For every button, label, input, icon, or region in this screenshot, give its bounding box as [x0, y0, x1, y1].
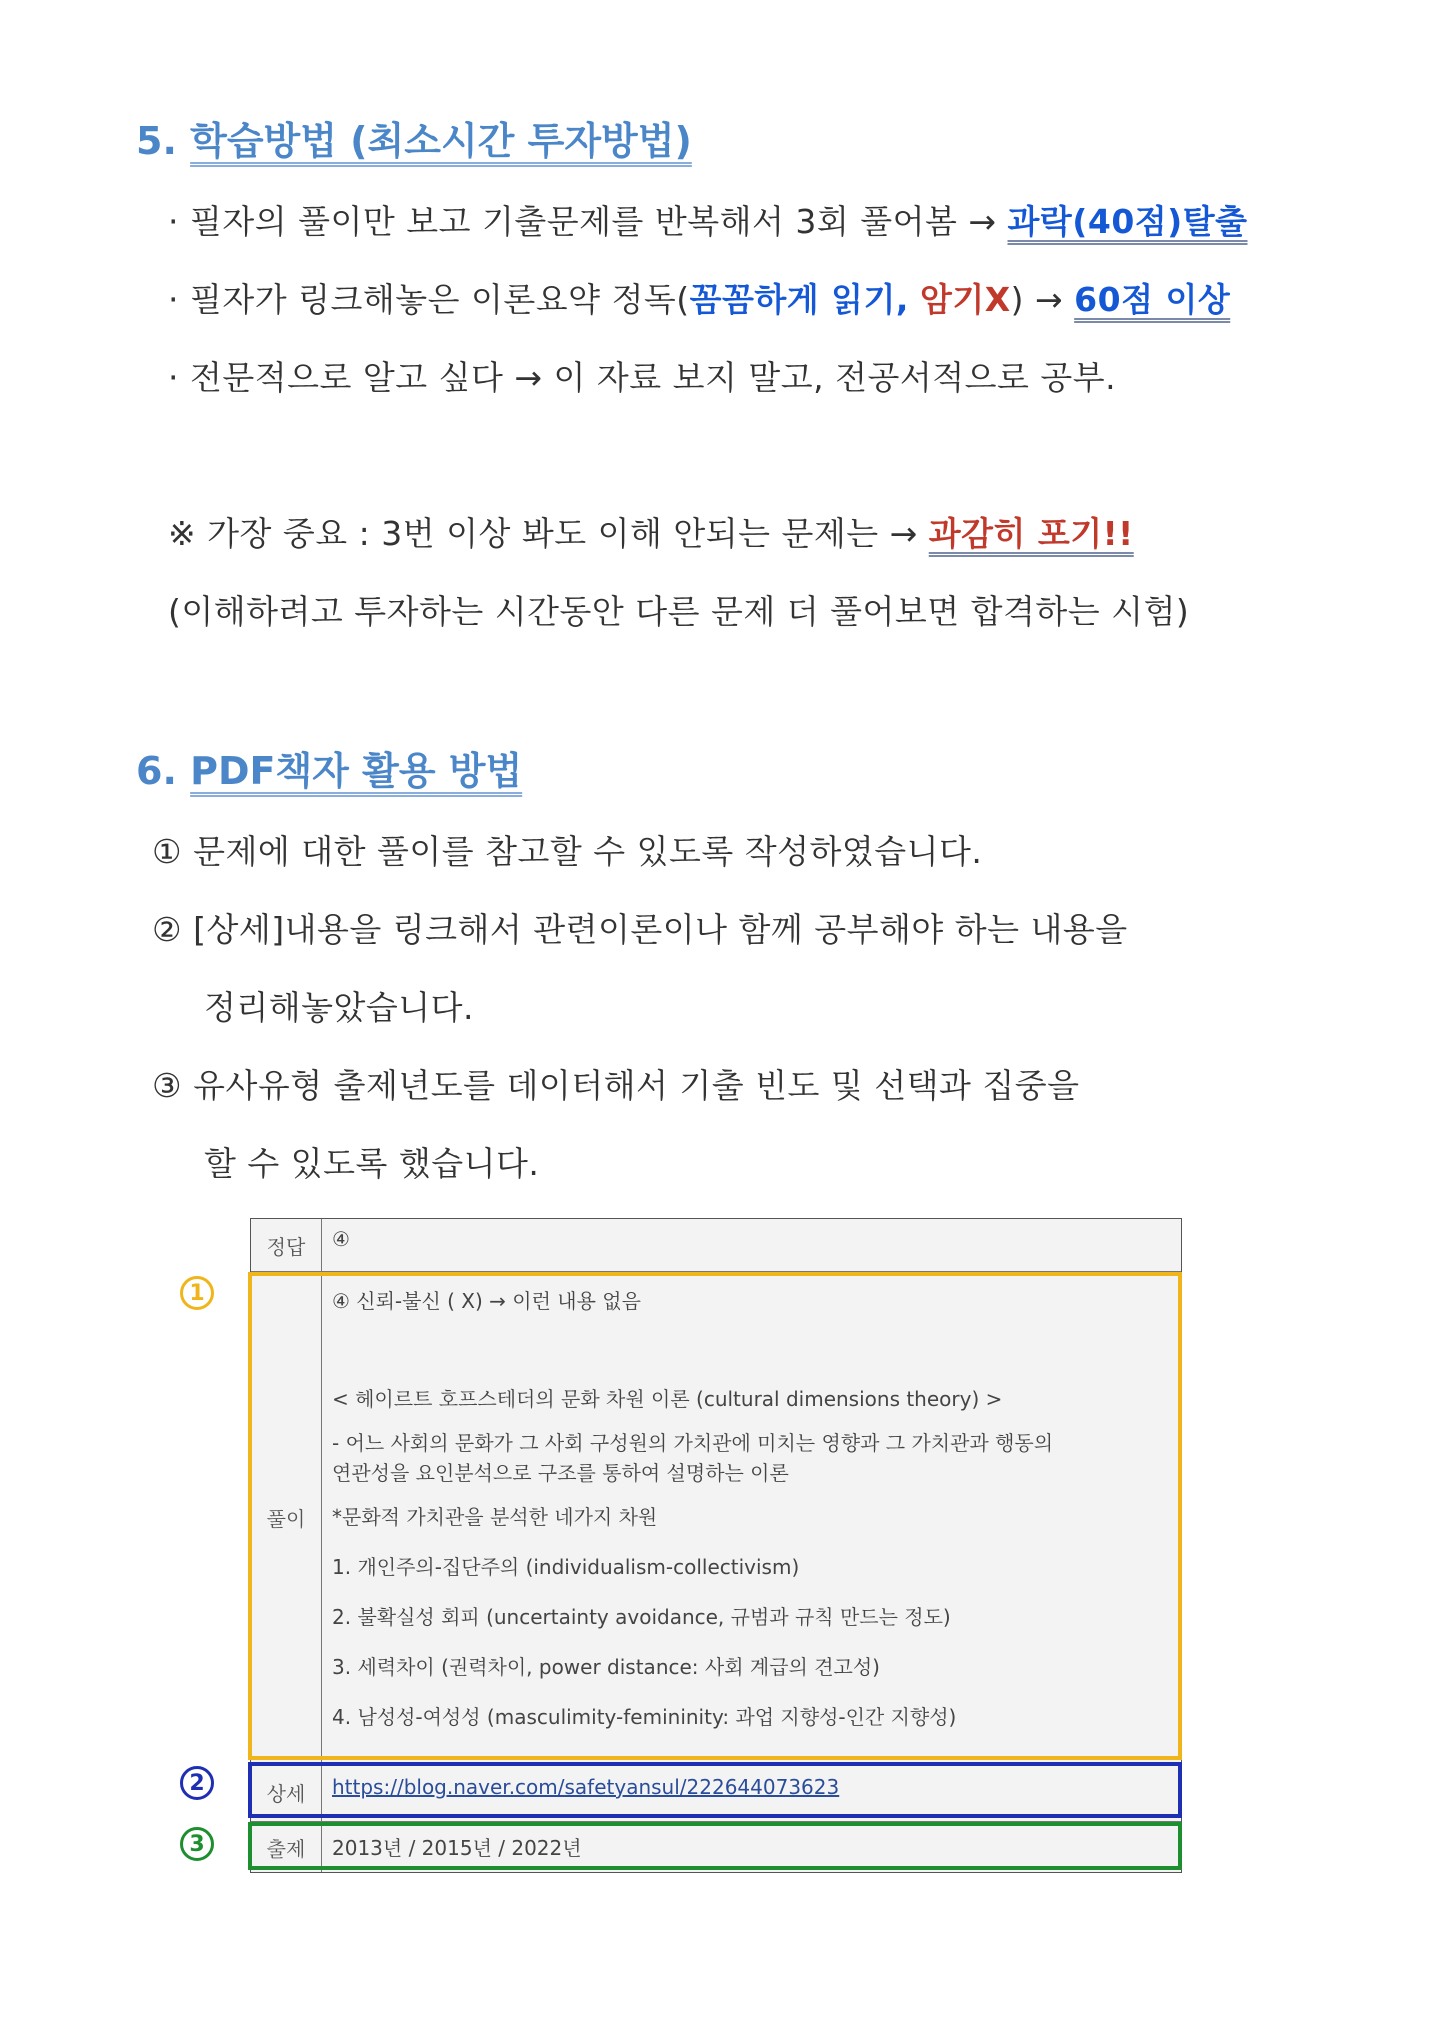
solution-line: - 어느 사회의 문화가 그 사회 구성원의 가치관에 미치는 영향과 그 가치관과 행동의: [332, 1431, 1054, 1455]
answer-row: [251, 1219, 1181, 1271]
bullet: ·: [168, 202, 179, 241]
section5-line1: [168, 196, 1248, 243]
section6-number: 6.: [136, 749, 177, 793]
section6-title: PDF책자 활용 방법: [190, 749, 523, 793]
section5-line2: [168, 274, 1230, 321]
list-text: 유사유형 출제년도를 데이터해서 기출 빈도 및 선택과 집중을: [193, 1066, 1080, 1105]
important-note: [168, 508, 1134, 555]
list-item: [152, 904, 1128, 951]
list-text: 문제에 대한 풀이를 참고할 수 있도록 작성하였습니다.: [193, 832, 983, 871]
exam-years: 2013년 / 2015년 / 2022년: [332, 1836, 582, 1860]
list-marker: ②: [152, 910, 183, 949]
list-text-continuation: 정리해놓았습니다.: [204, 988, 475, 1027]
list-item: [152, 826, 982, 873]
solution-line: 1. 개인주의-집단주의 (individualism-collectivism): [332, 1555, 800, 1579]
line2-blue: 꼼꼼하게 읽기,: [689, 280, 909, 319]
section5-title: 학습방법 (최소시간 투자방법): [190, 119, 692, 163]
solution-line: 2. 불확실성 회피 (uncertainty avoidance, 규범과 규칙 만드는 정도): [332, 1605, 951, 1629]
badge-3: 3: [180, 1827, 214, 1861]
list-marker: ①: [152, 832, 183, 871]
line2-text-a: 필자가 링크해놓은 이론요약 정독(: [190, 280, 690, 319]
solution-line: 연관성을 요인분석으로 구조를 통하여 설명하는 이론: [332, 1461, 789, 1485]
bullet: ·: [168, 358, 179, 397]
list-text: [상세]내용을 링크해서 관련이론이나 함께 공부해야 하는 내용을: [193, 910, 1128, 949]
solution-line: 4. 남성성-여성성 (masculimity-femininity: 과업 지향성-인간 지향성): [332, 1705, 957, 1729]
note-sub: (이해하려고 투자하는 시간동안 다른 문제 더 풀어보면 합격하는 시험): [168, 592, 1190, 631]
list-marker: ③: [152, 1066, 183, 1105]
line1-text: 필자의 풀이만 보고 기출문제를 반복해서 3회 풀어봄 →: [190, 202, 997, 241]
line2-highlight: 60점 이상: [1074, 280, 1231, 319]
solution-line: < 헤이르트 호프스테더의 문화 차원 이론 (cultural dimensions theory) >: [332, 1387, 1003, 1411]
note-text: ※ 가장 중요 : 3번 이상 봐도 이해 안되는 문제는 →: [168, 514, 918, 553]
answer-value: ④: [332, 1227, 350, 1251]
line1-highlight: 과락(40점)탈출: [1007, 202, 1248, 241]
answer-label: 정답: [251, 1219, 322, 1271]
solution-highlight-frame: [248, 1272, 1182, 1760]
exam-highlight-frame: [248, 1822, 1182, 1870]
bullet: ·: [168, 280, 179, 319]
solution-line: ④ 신뢰-불신 ( X) → 이런 내용 없음: [332, 1289, 641, 1313]
line2-text-b: ) →: [1010, 280, 1064, 319]
note-highlight: 과감히 포기!!: [928, 514, 1134, 553]
list-text-continuation: 할 수 있도록 했습니다.: [204, 1144, 540, 1183]
section5-number: 5.: [136, 119, 177, 163]
detail-label: 상세: [251, 1763, 322, 1821]
solution-line: 3. 세력차이 (권력차이, power distance: 사회 계급의 견고성): [332, 1655, 880, 1679]
section5-line3: [168, 352, 1116, 399]
line3-text: 전문적으로 알고 싶다 → 이 자료 보지 말고, 전공서적으로 공부.: [190, 358, 1117, 397]
detail-link[interactable]: https://blog.naver.com/safetyansul/222644073623: [332, 1775, 840, 1799]
badge-2: 2: [180, 1766, 214, 1800]
line2-red: 암기X: [919, 280, 1011, 319]
section5-heading: [136, 110, 692, 165]
list-item: [152, 1060, 1079, 1107]
section6-heading: [136, 740, 522, 795]
detail-highlight-frame: [248, 1762, 1182, 1818]
exam-label: 출제: [251, 1822, 322, 1872]
solution-label: 풀이: [251, 1272, 322, 1762]
solution-line: *문화적 가치관을 분석한 네가지 차원: [332, 1505, 658, 1529]
badge-1: 1: [180, 1276, 214, 1310]
